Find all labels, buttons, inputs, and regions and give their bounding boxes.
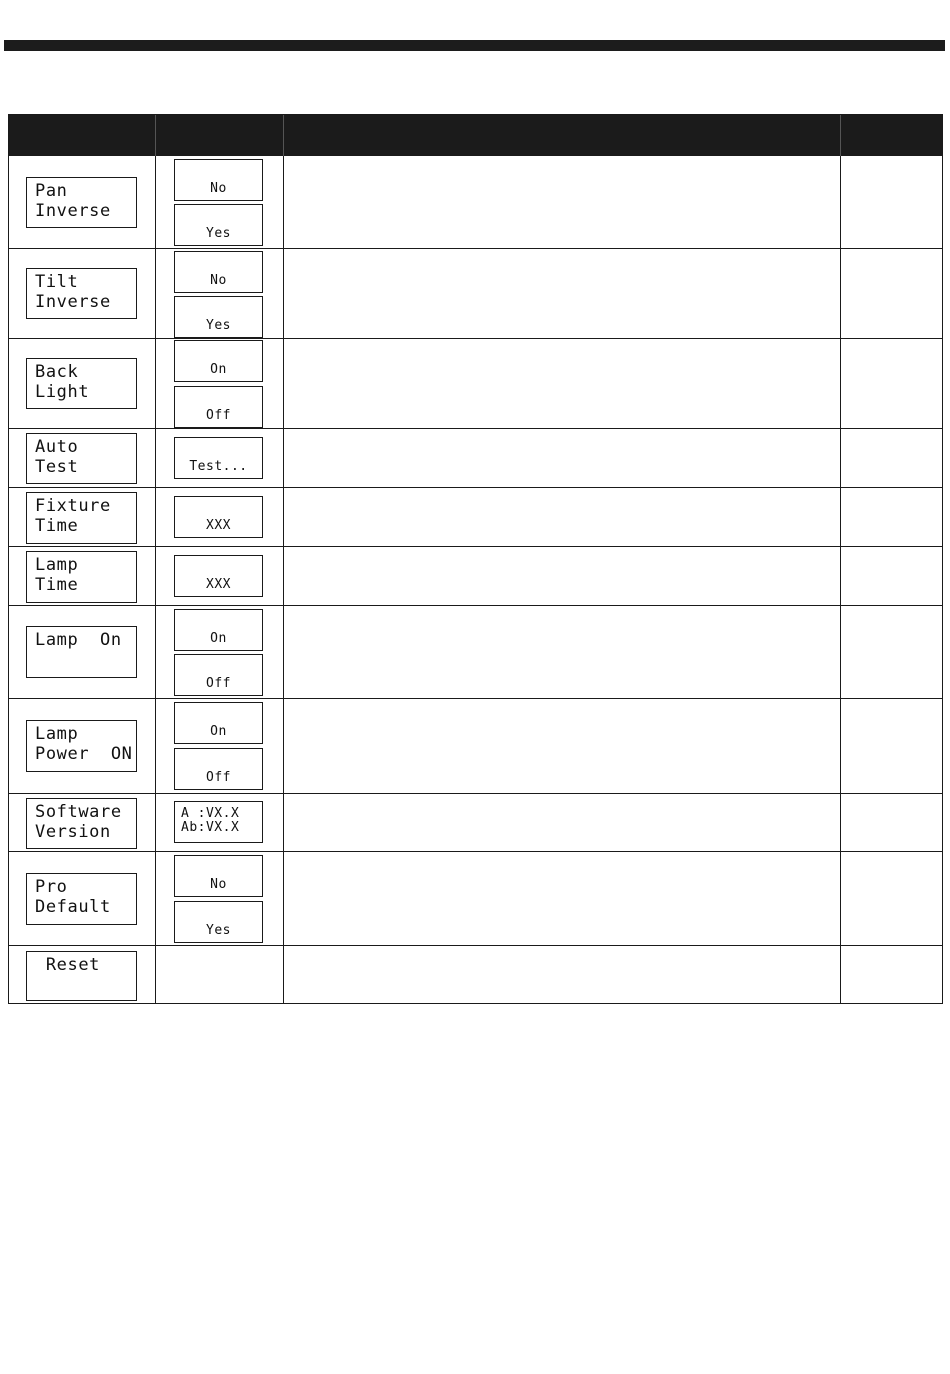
menu-item-label-line: Software: [35, 802, 122, 822]
header-cell-description: [283, 115, 840, 156]
menu-item-display[interactable]: [26, 177, 137, 228]
header-cell-value: [840, 115, 942, 156]
menu-item-label-line: Light: [35, 382, 90, 402]
menu-item-label-line: Power ON: [35, 744, 133, 764]
fixture-time-readout: [174, 496, 263, 538]
option-yes[interactable]: [174, 204, 263, 246]
option-no[interactable]: [174, 159, 263, 201]
option-yes[interactable]: [174, 901, 263, 943]
top-rule: [4, 40, 945, 51]
table-row-pro-default: [9, 852, 942, 946]
menu-item-display[interactable]: [26, 492, 137, 544]
menu-item-display[interactable]: [26, 268, 137, 319]
menu-item-label-line: Lamp: [35, 724, 79, 744]
menu-item-label-line: Back: [35, 362, 79, 382]
menu-item-display[interactable]: [26, 951, 137, 1001]
menu-item-display[interactable]: [26, 358, 137, 409]
table-row-lamp-power-on: [9, 699, 942, 794]
readout-value: XXX: [206, 577, 231, 592]
column-divider: [155, 156, 156, 1003]
option-yes[interactable]: [174, 296, 263, 338]
option-label: Off: [206, 408, 231, 423]
column-divider: [840, 156, 841, 1003]
table-row-tilt-inverse: [9, 249, 942, 339]
menu-item-label-line: Inverse: [35, 201, 111, 221]
table-row-lamp-time: [9, 547, 942, 606]
menu-item-label-line: Lamp On: [35, 630, 122, 650]
option-label: Yes: [206, 318, 231, 333]
menu-item-display[interactable]: [26, 626, 137, 678]
menu-item-label-line: Lamp: [35, 555, 79, 575]
option-off[interactable]: [174, 386, 263, 428]
menu-item-display[interactable]: [26, 433, 137, 484]
option-label: On: [210, 362, 227, 377]
menu-item-label-line: Inverse: [35, 292, 111, 312]
header-divider: [155, 115, 156, 156]
option-label: No: [210, 273, 227, 288]
header-cell-display: [9, 115, 155, 156]
lamp-time-readout: [174, 555, 263, 597]
option-label: On: [210, 631, 227, 646]
menu-item-display[interactable]: [26, 798, 137, 849]
menu-item-label-line: Tilt: [35, 272, 79, 292]
table-row-auto-test: [9, 429, 942, 488]
option-no[interactable]: [174, 251, 263, 293]
option-label: No: [210, 877, 227, 892]
software-version-readout: [174, 801, 263, 843]
option-label: On: [210, 724, 227, 739]
readout-value: XXX: [206, 518, 231, 533]
option-no[interactable]: [174, 855, 263, 897]
option-off[interactable]: [174, 748, 263, 790]
menu-item-label-line: Pan: [35, 181, 68, 201]
menu-item-display[interactable]: [26, 720, 137, 772]
menu-item-label-line: Version: [35, 822, 111, 842]
option-on[interactable]: [174, 702, 263, 744]
option-test[interactable]: [174, 437, 263, 479]
option-label: Off: [206, 676, 231, 691]
table-row-software-version: [9, 794, 942, 852]
header-divider: [840, 115, 841, 156]
menu-item-display[interactable]: [26, 551, 137, 603]
menu-item-label-line: Fixture: [35, 496, 111, 516]
option-label: Yes: [206, 923, 231, 938]
table-row-lamp-on: [9, 606, 942, 699]
table-row-pan-inverse: [9, 156, 942, 249]
header-cell-options: [155, 115, 283, 156]
option-label: Yes: [206, 226, 231, 241]
menu-item-label-line: Default: [35, 897, 111, 917]
version-line: Ab:VX.X: [181, 820, 240, 835]
menu-item-label-line: Time: [35, 575, 79, 595]
menu-item-label-line: Auto: [35, 437, 79, 457]
column-divider: [283, 156, 284, 1003]
option-on[interactable]: [174, 609, 263, 651]
menu-table: [8, 114, 943, 1004]
menu-item-label-line: Reset: [35, 955, 101, 975]
option-off[interactable]: [174, 654, 263, 696]
menu-item-display[interactable]: [26, 873, 137, 925]
table-row-back-light: [9, 339, 942, 429]
version-line: A :VX.X: [181, 806, 240, 821]
option-on[interactable]: [174, 340, 263, 382]
header-divider: [283, 115, 284, 156]
table-header: [9, 115, 942, 156]
menu-item-label-line: Test: [35, 457, 79, 477]
table-row-fixture-time: [9, 488, 942, 547]
table-row-reset: [9, 946, 942, 1004]
menu-item-label-line: Pro: [35, 877, 68, 897]
option-label: No: [210, 181, 227, 196]
menu-item-label-line: Time: [35, 516, 79, 536]
option-label: Off: [206, 770, 231, 785]
option-label: Test...: [189, 459, 248, 474]
